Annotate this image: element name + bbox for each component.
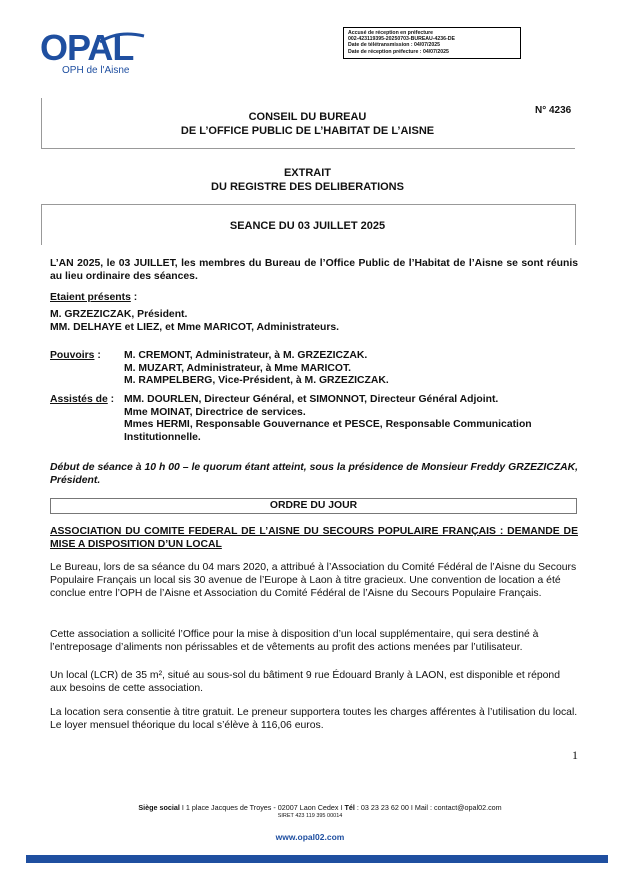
intro-paragraph: L’AN 2025, le 03 JUILLET, les membres du Bureau de l’Office Public de l’Habitat de l’Aisne se sont réunis au lieu ordinaire des séances. xyxy=(50,258,578,282)
extrait-line-1: EXTRAIT xyxy=(283,167,332,179)
assiste-item: MM. DOURLEN, Directeur Général, et SIMONNOT, Directeur Général Adjoint. xyxy=(124,394,499,405)
seance-title: SEANCE DU 03 JUILLET 2025 xyxy=(229,220,386,232)
footer-tel-label: Tél xyxy=(344,803,355,812)
footer-address xyxy=(100,803,540,812)
assistes-label: Assistés de xyxy=(50,394,108,405)
page-number: 1 xyxy=(572,748,578,762)
session-start-note: Début de séance à 10 h 00 – le quorum étant atteint, sous la présidence de Monsieur Freddy GRZEZICZAK, Président. xyxy=(50,462,578,486)
footer-address-text: I 1 place Jacques de Troyes - 02007 Laon Cedex I xyxy=(179,803,345,812)
presents-line: MM. DELHAYE et LIEZ, et Mme MARICOT, Administrateurs. xyxy=(50,322,340,333)
pouvoirs-colon: : xyxy=(94,350,101,361)
pouvoirs-list xyxy=(124,350,584,388)
footer-contact-text: : 03 23 23 62 00 I Mail : contact@opal02.com xyxy=(354,803,502,812)
header-line-1: CONSEIL DU BUREAU xyxy=(248,111,367,123)
pouvoirs-label: Pouvoirs xyxy=(50,350,95,361)
ordre-du-jour-title: ORDRE DU JOUR xyxy=(269,500,358,511)
presents-heading xyxy=(50,292,137,303)
opal-logo xyxy=(40,27,150,80)
receipt-line: Date de télétransmission : 04/07/2025 xyxy=(348,42,440,49)
receipt-line: 002-423119395-20250703-BUREAU-4236-DE xyxy=(348,36,455,43)
footer-siege-label: Siège social xyxy=(138,803,180,812)
presents-colon: : xyxy=(130,292,138,303)
body-paragraph: Cette association a sollicité l’Office pour la mise à disposition d’un local supplémentaire, qui sera destiné à l’entreposage d’aliments non périssables et de vêtements au profit des actions menées par l’utilisateur. xyxy=(50,629,539,653)
header-title xyxy=(41,110,574,138)
assistes-colon: : xyxy=(107,394,115,405)
presents-line: M. GRZEZICZAK, Président. xyxy=(50,309,188,320)
assiste-item: Mmes HERMI, Responsable Gouvernance et PESCE, Responsable Communication Institutionnelle. xyxy=(124,419,532,443)
logo-wordmark: OPAL xyxy=(40,27,134,68)
extrait-title xyxy=(41,166,574,194)
footer-siret: SIRET 423 119 395 00014 xyxy=(277,813,343,819)
prefecture-receipt-stamp xyxy=(343,27,521,59)
assiste-item: Mme MOINAT, Directrice de services. xyxy=(124,406,306,418)
receipt-line: Accusé de réception en préfecture xyxy=(348,30,434,36)
pouvoir-item: M. RAMPELBERG, Vice-Président, à M. GRZEZICZAK. xyxy=(124,375,389,387)
assistes-heading xyxy=(50,394,114,405)
extrait-line-2: DU REGISTRE DES DELIBERATIONS xyxy=(211,181,404,193)
logo-swoosh-icon xyxy=(98,32,148,46)
pouvoir-item: M. MUZART, Administrateur, à Mme MARICOT. xyxy=(124,362,352,374)
footer-website-link[interactable]: www.opal02.com xyxy=(275,832,345,842)
pouvoirs-heading xyxy=(50,350,101,361)
pouvoir-item: M. CREMONT, Administrateur, à M. GRZEZICZAK. xyxy=(124,350,368,361)
agenda-subject: ASSOCIATION DU COMITE FEDERAL DE L’AISNE DU SECOURS POPULAIRE FRANÇAIS : DEMANDE DE MISE A DISPOSITION D’UN LOCAL xyxy=(50,526,578,550)
footer-brand-bar xyxy=(26,855,608,863)
body-paragraph: Un local (LCR) de 35 m², situé au sous-sol du bâtiment 9 rue Édouard Branly à LAON, est disponible et répond aux besoins de cette association. xyxy=(50,670,560,694)
body-paragraph: La location sera consentie à titre gratuit. Le preneur supportera toutes les charges afférentes à l’utilisation du local. Le loyer mensuel théorique du local s’élève à 116,06 euros. xyxy=(50,707,578,731)
logo-subtitle: OPH de l'Aisne xyxy=(62,65,130,76)
deliberation-number: N° 4236 xyxy=(535,105,572,116)
body-paragraph: Le Bureau, lors de sa séance du 04 mars 2020, a attribué à l’Association du Comité Fédéral de l’Aisne du Secours Populaire Français un local sis 30 avenue de l’Europe à Laon à titre gracieux. Une convention de location a été conclue entre l’OPH de l’Aisne et Association du Comité Fédéral de l’Aisne du Secours Populaire Français. xyxy=(50,562,577,599)
receipt-line: Date de réception préfecture : 04/07/2025 xyxy=(348,48,449,55)
assistes-list xyxy=(124,394,584,444)
presents-label: Etaient présents xyxy=(50,292,131,303)
header-line-2: DE L’OFFICE PUBLIC DE L’HABITAT DE L’AISNE xyxy=(180,125,435,137)
